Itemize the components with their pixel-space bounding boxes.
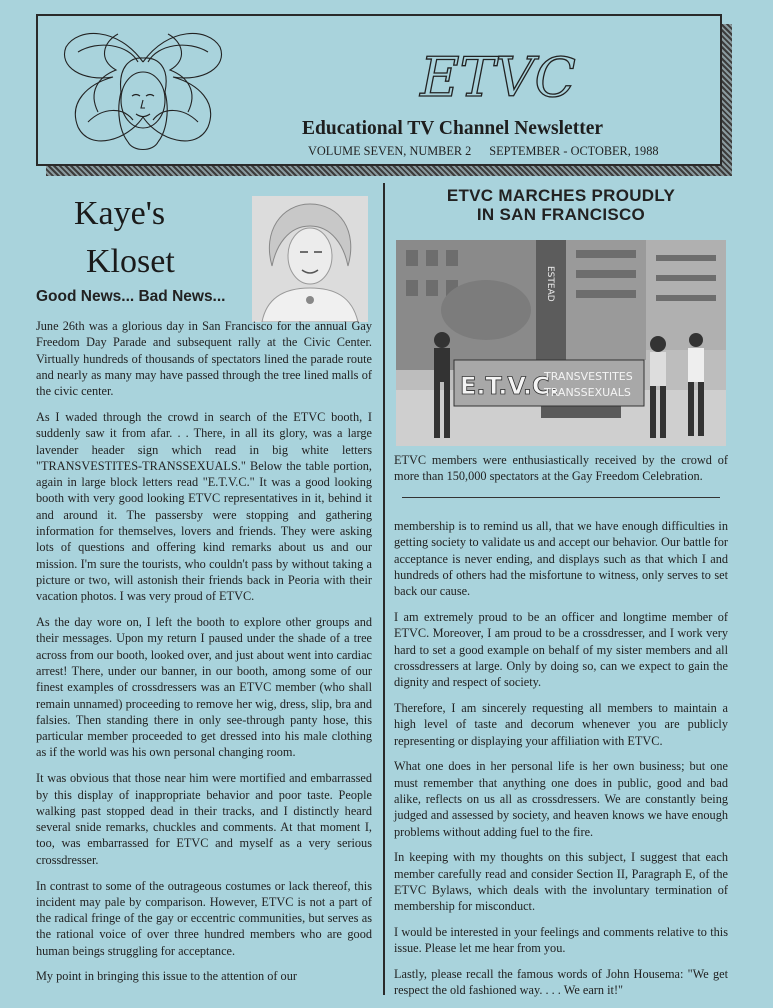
caption-rule bbox=[402, 497, 720, 498]
svg-text:ETVC: ETVC bbox=[420, 46, 576, 109]
svg-text:TRANSSEXUALS: TRANSSEXUALS bbox=[544, 386, 631, 399]
svg-text:Kloset: Kloset bbox=[86, 243, 175, 280]
butterfly-woman-logo-icon bbox=[58, 22, 228, 162]
svg-text:TRANSVESTITES: TRANSVESTITES bbox=[544, 370, 633, 383]
svg-text:E.T.V.C.: E.T.V.C. bbox=[460, 372, 559, 400]
issue-info bbox=[308, 144, 677, 159]
paragraph: June 26th was a glorious day in San Francisco for the annual Gay Freedom Day Parade and subsequent rally at the Civic Center. Virtually hundreds of thousands of spectators lined the parade route and nearly as many may have passed through the tree lined malls of the civic center. bbox=[36, 319, 372, 399]
paragraph: Therefore, I am sincerely requesting all members to maintain a high level of taste and decorum whenever you are publicly representing or displaying your affiliation with ETVC. bbox=[394, 700, 728, 748]
kayes-kloset-title bbox=[72, 186, 222, 282]
paragraph: As I waded through the crowd in search of the ETVC booth, I suddenly saw it from afar. . . There, in all its glory, was a large lavender header sign which read in big white letters "TRANSVESTITES-TRANSSEXUALS." Below the table portion, again in large block letters read "E.T.V.C." It was a good looking booth with very good looking ETVC representatives in it, behind it and around it. The passersby were stopping and gathering information for themselves, lovers and friends. They were asking lots of questions and offering kind remarks about us and our mission. I'm sure the tourists, who couldn't pass by without taking a picture or two, will astonish their friends back in Peoria with their vacation photos. I was very proud of ETVC. bbox=[36, 409, 372, 604]
paragraph: I would be interested in your feelings and comments relative to this issue. Please let me hear from you. bbox=[394, 925, 728, 956]
paragraph: membership is to remind us all, that we have enough difficulties in getting society to validate us and accept our behavior. Our battle for acceptance is never ending, and displays such as that which I and hundreds of others had the misfortune to witness, only serves to set back our cause. bbox=[394, 519, 728, 599]
svg-text:Kaye's: Kaye's bbox=[74, 195, 166, 232]
right-article-headline: ETVC MARCHES PROUDLY IN SAN FRANCISCO bbox=[446, 186, 676, 224]
left-article-body bbox=[36, 318, 372, 994]
photo-caption: ETVC members were enthusiastically received by the crowd of more than 150,000 spectators at the Gay Freedom Celebration. bbox=[394, 453, 728, 483]
paragraph: As the day wore on, I left the booth to explore other groups and their messages. Upon my return I paused under the shade of a tree across from our booth, looked over, and just about went into cardiac arrest! There, under our banner, in our booth, among some of our finest examples of crossdressers was an ETVC member (who shall remain unnamed) proceeding to remove her wig, dress, slip, bra and falsies. Then standing there in only see-through panty hose, this particular member proceeded to get dressed into his male clothing as if the world was his own personal changing room. bbox=[36, 615, 372, 760]
column-divider bbox=[383, 183, 385, 995]
kaye-portrait-photo bbox=[252, 196, 368, 322]
paragraph: Lastly, please recall the famous words of John Housema: "We get respect the old fashioned way. . . . We earn it!" bbox=[394, 967, 728, 998]
volume-number: VOLUME SEVEN, NUMBER 2 bbox=[308, 144, 472, 158]
parade-march-photo bbox=[396, 240, 726, 446]
paragraph: It was obvious that those near him were mortified and embarrassed by this display of inappropriate behavior and poor taste. People walking past stopped dead in their tracks, and I distinctly heard several snide remarks, chuckles and comments. At that moment I, too, was embarrassed for ETVC and myself as a very serious crossdresser. bbox=[36, 771, 372, 867]
paragraph: I am extremely proud to be an officer and longtime member of ETVC. Moreover, I am proud to be a crossdresser, and I work very hard to set a good example on behalf of my sister members and all crossdressers at large. Only by doing so, can we expect to gain the dignity and respect of society. bbox=[394, 609, 728, 690]
newsletter-title: Educational TV Channel Newsletter bbox=[302, 118, 604, 139]
issue-date: SEPTEMBER - OCTOBER, 1988 bbox=[489, 144, 659, 158]
masthead bbox=[36, 14, 722, 166]
svg-text:ESTEAD: ESTEAD bbox=[545, 266, 555, 302]
paragraph: In contrast to some of the outrageous costumes or lack thereof, this incident may pale by comparison. However, ETVC is not a part of the radical fringe of the gay or eccentric communities, but serves as the rational voice of over three hundred members who are good human beings struggling for acceptance. bbox=[36, 878, 372, 958]
paragraph: My point in bringing this issue to the attention of our bbox=[36, 969, 297, 984]
paragraph: What one does in her personal life is her own business; but one must remember that anything one does in public, good and bad alike, reflects on us all as crossdressers. We are constantly being judged and assessed by society, and heaven knows we have enough problems without adding fuel to the fire. bbox=[394, 759, 728, 839]
etvc-script-logo bbox=[388, 38, 608, 118]
paragraph: In keeping with my thoughts on this subject, I suggest that each member carefully read and consider Section II, Paragraph E, of the ETVC Bylaws, which deals with the involuntary termination of membership for misconduct. bbox=[394, 850, 728, 914]
article-headline: Good News... Bad News... bbox=[36, 288, 226, 305]
right-article-body bbox=[394, 518, 728, 1008]
